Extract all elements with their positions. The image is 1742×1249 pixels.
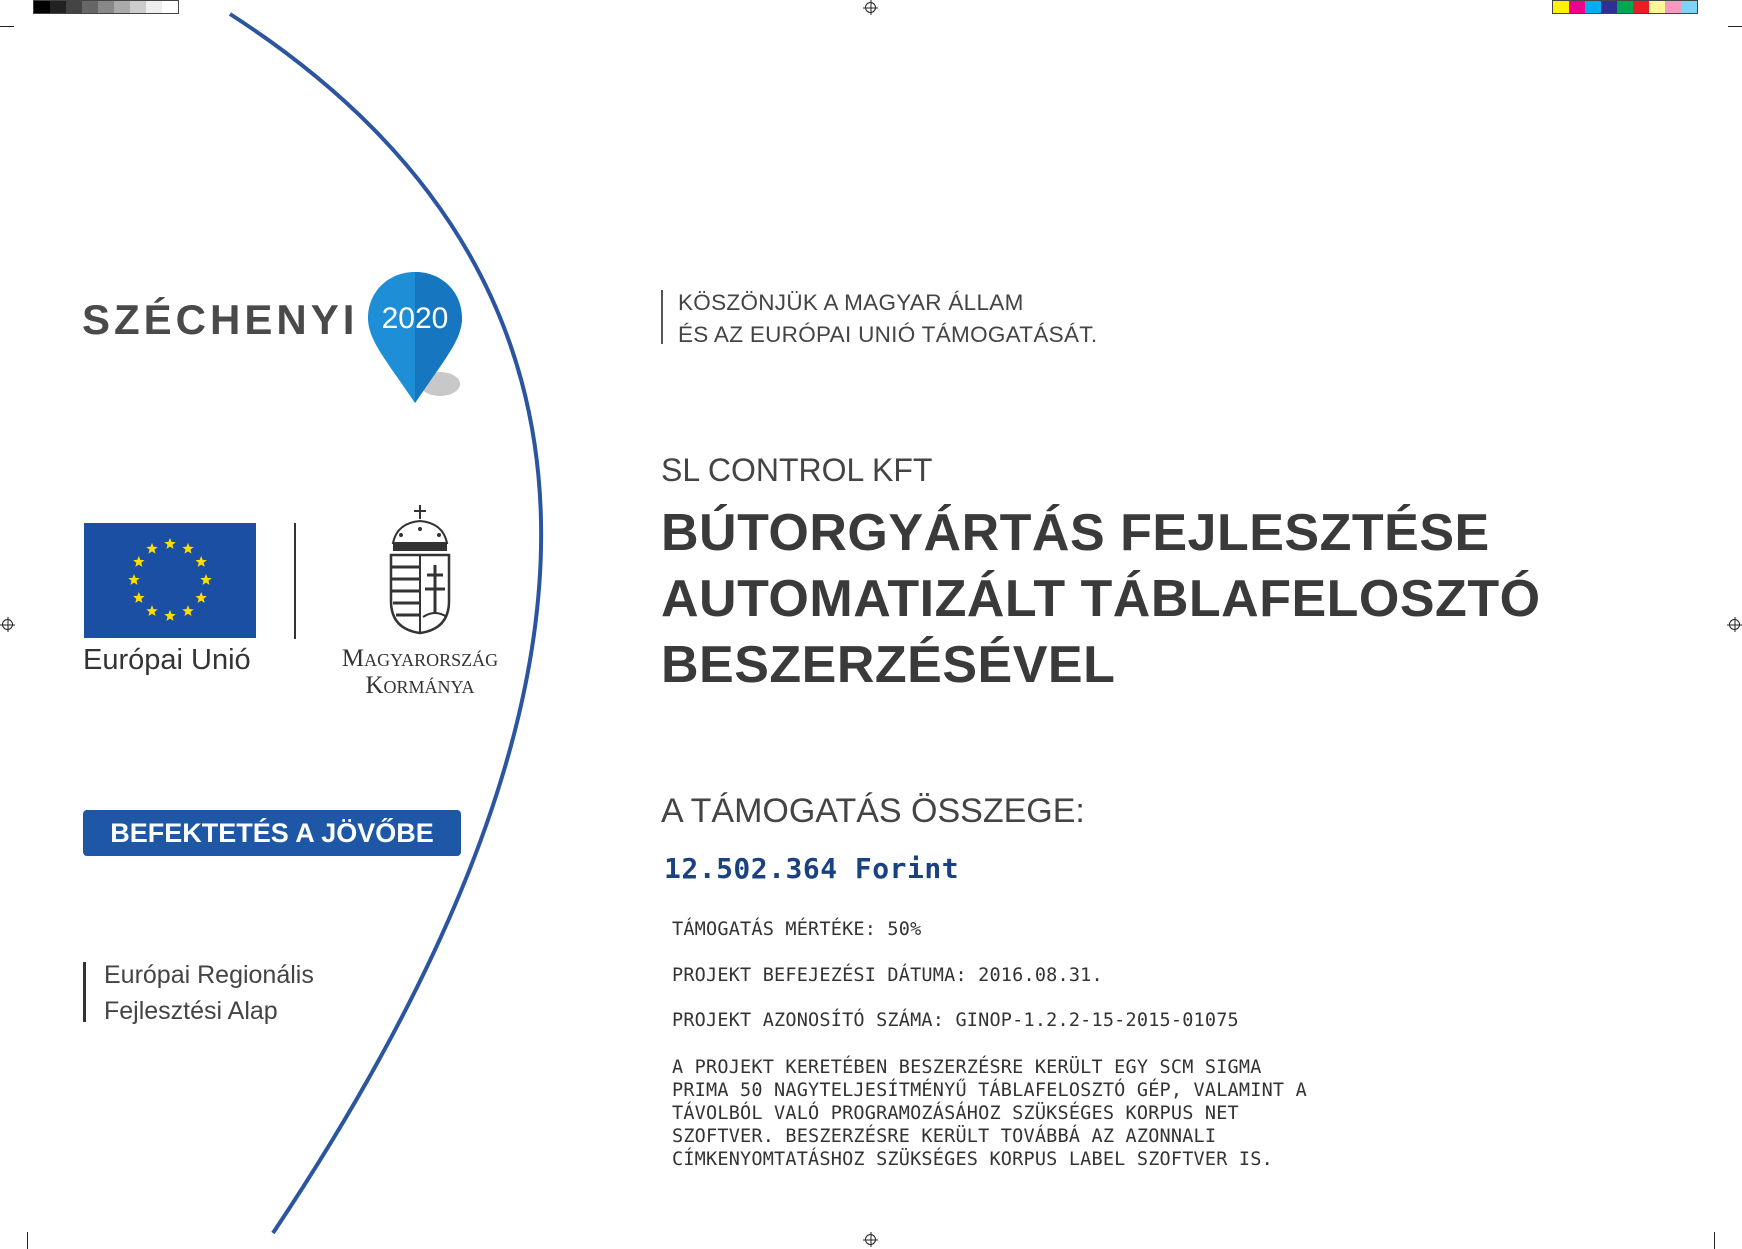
hungarian-coat-of-arms-icon	[385, 505, 455, 635]
description-line: PRIMA 50 NAGYTELJESÍTMÉNYŰ TÁBLAFELOSZTÓ GÉP, VALAMINT A	[672, 1080, 1307, 1101]
eu-star-icon	[146, 543, 157, 554]
government-label-line2: Kormánya	[365, 672, 475, 699]
project-title-line2: AUTOMATIZÁLT TÁBLAFELOSZTÓ	[661, 570, 1541, 628]
project-description	[672, 1056, 1352, 1171]
support-rate: TÁMOGATÁS MÉRTÉKE: 50%	[672, 919, 922, 940]
eu-label: Európai Unió	[83, 644, 251, 676]
project-title-line1: BÚTORGYÁRTÁS FEJLESZTÉSE	[661, 504, 1490, 562]
eu-star-icon	[182, 543, 193, 554]
eu-star-icon	[195, 592, 206, 603]
eu-star-icon	[164, 610, 175, 621]
szechenyi-wordmark: SZÉCHENYI	[82, 296, 359, 343]
eu-star-icon	[164, 538, 175, 549]
fund-label-line1: Európai Regionális	[104, 961, 314, 989]
fund-label-line2: Fejlesztési Alap	[104, 997, 278, 1025]
fund-label	[104, 957, 314, 1029]
support-amount-label: A TÁMOGATÁS ÖSSZEGE:	[661, 792, 1085, 830]
project-id: PROJEKT AZONOSÍTÓ SZÁMA: GINOP-1.2.2-15-2015-01075	[672, 1010, 1239, 1031]
thanks-line1: KÖSZÖNJÜK A MAGYAR ÁLLAM	[678, 290, 1024, 315]
thanks-line2: ÉS AZ EURÓPAI UNIÓ TÁMOGATÁSÁT.	[678, 322, 1098, 347]
thanks-divider	[661, 290, 663, 344]
invest-in-future-badge: BEFEKTETÉS A JÖVŐBE	[83, 810, 461, 856]
description-line: SZOFTVER. BESZERZÉSRE KERÜLT TOVÁBBÁ AZ AZONNALI	[672, 1126, 1217, 1147]
description-line: TÁVOLBÓL VALÓ PROGRAMOZÁSÁHOZ SZÜKSÉGES KORPUS NET	[672, 1103, 1239, 1124]
fund-divider	[83, 962, 86, 1022]
project-end-date: PROJEKT BEFEJEZÉSI DÁTUMA: 2016.08.31.	[672, 965, 1103, 986]
eu-star-icon	[128, 574, 139, 585]
eu-star-icon	[133, 592, 144, 603]
company-name: SL CONTROL KFT	[661, 452, 933, 488]
eu-star-icon	[133, 556, 144, 567]
location-pin-icon	[366, 270, 464, 405]
eu-star-icon	[195, 556, 206, 567]
thanks-text	[678, 287, 1097, 351]
project-title	[661, 500, 1541, 698]
government-label	[300, 645, 540, 699]
description-line: A PROJEKT KERETÉBEN BESZERZÉSRE KERÜLT EGY SCM SIGMA	[672, 1057, 1262, 1078]
szechenyi-year: 2020	[381, 302, 449, 335]
eu-star-icon	[146, 605, 157, 616]
eu-star-icon	[200, 574, 211, 585]
support-amount-value: 12.502.364 Forint	[664, 852, 960, 885]
government-label-line1: Magyarország	[341, 645, 499, 672]
logo-divider	[294, 523, 296, 639]
description-line: CÍMKENYOMTATÁSHOZ SZÜKSÉGES KORPUS LABEL SZOFTVER IS.	[672, 1149, 1273, 1170]
project-title-line3: BESZERZÉSÉVEL	[661, 636, 1116, 694]
eu-flag-icon	[84, 523, 256, 638]
eu-star-icon	[182, 605, 193, 616]
